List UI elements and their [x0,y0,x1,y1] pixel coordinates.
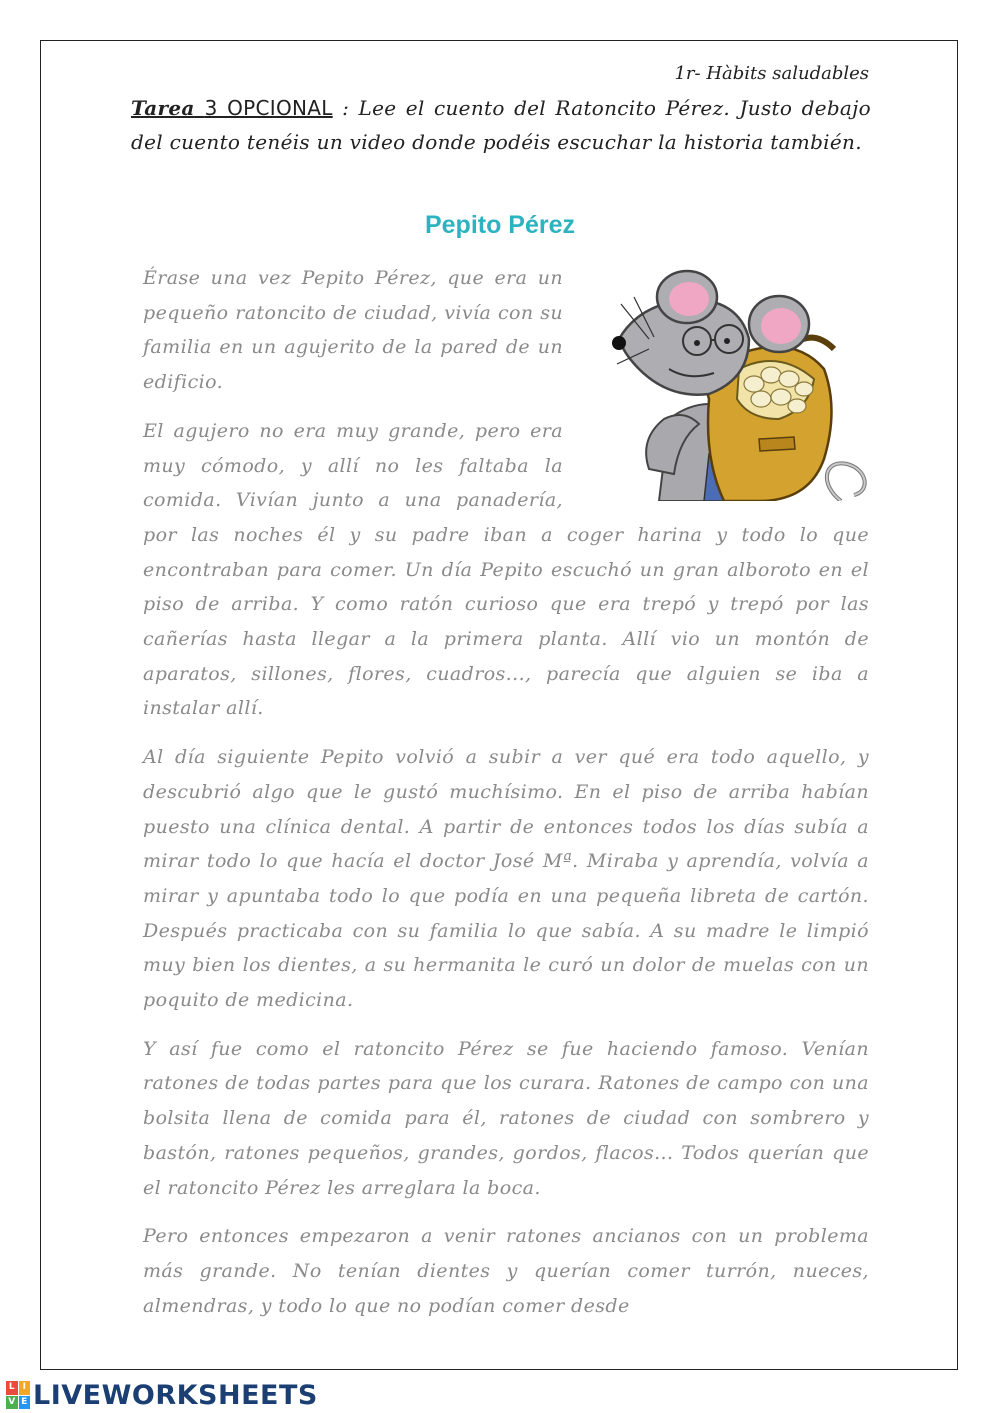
logo-letter: L [6,1381,18,1395]
task-label-word: Tarea [131,96,195,120]
story-title: Pepito Pérez [424,211,576,239]
story-paragraph: Y así fue como el ratoncito Pérez se fue haciendo famoso. Venían ratones de todas partes para que los curara. Ratones de campo con una bolsita llena de comida para él, ratones de ciudad con sombrero y bastón, ratones pequeños, grandes, gordos, flacos... Todos querían que el ratoncito Pérez les arreglara la boca. [143,1037,869,1199]
worksheet-page [40,40,958,1370]
task-label [131,96,333,120]
story-paragraph: El agujero no era muy grande, pero era muy cómodo, y allí no les faltaba la comida. Vivían junto a una panadería, por las noches él y su padre iban a coger harina y todo lo que encontraban para comer. Un día Pepito escuchó un gran alboroto en el piso de arriba. Y como ratón curioso que era trepó y trepó por las cañerías hasta llegar a la primera planta. Allí vio un montón de aparatos, sillones, flores, cuadros..., parecía que alguien se iba a instalar allí. [143,419,869,720]
story-paragraph: Érase una vez Pepito Pérez, que era un pequeño ratoncito de ciudad, vivía con su familia en un agujerito de la pared de un edificio. [143,267,563,394]
task-label-number: 3 OPCIONAL [204,96,333,120]
liveworksheets-logo[interactable] [6,1378,318,1412]
task-text: : Lee el cuento del Ratoncito Pérez. Justo debajo del cuento tenéis un video donde podéis escuchar la historia también. [131,96,871,154]
logo-text: LIVEWORKSHEETS [33,1379,318,1411]
logo-letter: I [19,1381,31,1395]
course-label: 1r- Hàbits saludables [674,63,869,84]
liveworksheets-logo-icon [6,1381,30,1409]
story-body [143,261,869,1337]
story-paragraph: Al día siguiente Pepito volvió a subir a ver qué era todo aquello, y descubrió algo que le gustó muchísimo. En el piso de arriba habían puesto una clínica dental. A partir de entonces todos los días subía a mirar todo lo que hacía el doctor José Mª. Miraba y aprendía, volvía a mirar y apuntaba todo lo que podía en una pequeña libreta de cartón. Después practicaba con su familia lo que sabía. A su madre le limpió muy bien los dientes, a su hermanita le curó un dolor de muelas con un poquito de medicina. [143,746,869,1012]
illustration-spacer [579,261,869,493]
task-instructions [131,91,871,159]
logo-letter: E [19,1396,31,1410]
logo-letter: V [6,1396,18,1410]
story-paragraph: Pero entonces empezaron a venir ratones ancianos con un problema más grande. No tenían dientes y querían comer turrón, nueces, almendras, y todo lo que no podían comer desde [143,1225,869,1317]
